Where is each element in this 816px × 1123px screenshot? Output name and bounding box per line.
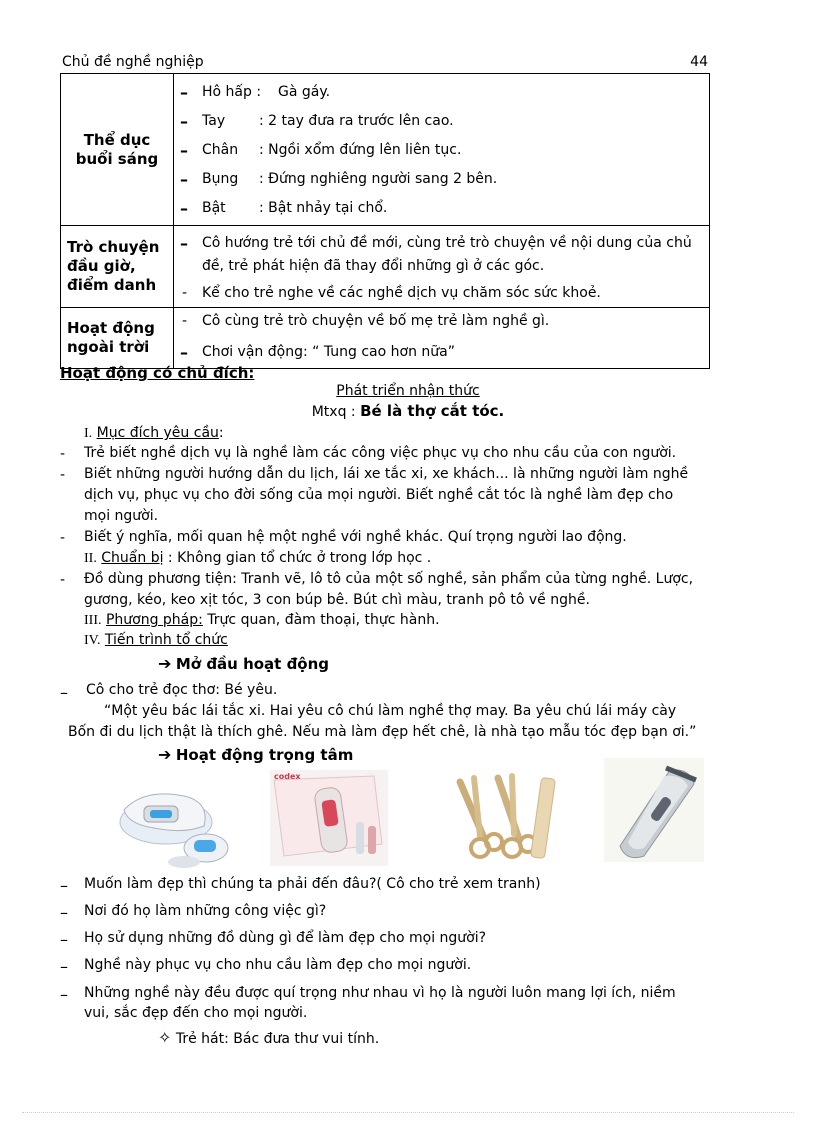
label-outdoor: Hoạt động ngoài trời — [61, 308, 174, 369]
exercise-item: – Bụng : Đứng nghiêng người sang 2 bên. — [180, 170, 498, 189]
arrow-icon: ➔ — [158, 654, 172, 673]
question-line: Họ sử dụng những đồ dùng gì để làm đẹp cho mọi người? — [84, 930, 487, 946]
chat-item: - Kể cho trẻ nghe về các nghề dịch vụ chăm sóc sức khoẻ. — [182, 285, 601, 301]
arrow-icon: ➔ — [158, 745, 172, 764]
goal-line: dịch vụ, phục vụ cho đời sống của mọi người. Biết nghề cắt tóc là nghề làm đẹp cho — [84, 487, 674, 503]
goal-line: Trẻ biết nghề dịch vụ là nghề làm các công việc phục vụ cho nhu cầu của con người. — [84, 445, 677, 461]
outdoor-item: – Chơi vận động: “ Tung cao hơn nữa” — [180, 343, 455, 362]
question-line: Những nghề này đều được quí trọng như nhau vì họ là người luôn mang lợi ích, niềm — [84, 985, 676, 1001]
section-prep-heading: II. Chuẩn bị : Không gian tổ chức ở trong lớp học . — [84, 550, 432, 566]
goal-line: Biết những người hướng dẫn du lịch, lái xe tắc xi, xe khách... là những người làm nghề — [84, 466, 689, 482]
section-process-heading: IV. Tiến trình tổ chức — [84, 632, 228, 648]
chat-item: – Cô hướng trẻ tới chủ đề mới, cùng trẻ trò chuyện về nội dung của chủ đề, trẻ phát hiện đã thay đổi những gì ở các góc. — [180, 234, 692, 274]
star-icon: ✧ — [158, 1028, 172, 1047]
exercise-item: – Hô hấp : Gà gáy. — [180, 83, 331, 102]
label-morning-exercise: Thể dục buổi sáng — [61, 74, 174, 226]
activity-heading: Hoạt động có chủ đích: — [60, 364, 255, 382]
page-header — [62, 54, 712, 74]
scissors-comb-icon — [440, 772, 564, 866]
hair-clipper-box-icon — [270, 770, 388, 866]
exercise-item: – Tay : 2 tay đưa ra trước lên cao. — [180, 112, 454, 131]
opening-item: Cô cho trẻ đọc thơ: Bé yêu. — [86, 682, 278, 698]
question-line: Muốn làm đẹp thì chúng ta phải đến đâu?( Cô cho trẻ xem tranh) — [84, 876, 541, 892]
question-line: vui, sắc đẹp đến cho mọi người. — [84, 1005, 308, 1021]
subject-title: Phát triển nhận thức — [336, 383, 480, 399]
prep-line: Đồ dùng phương tiện: Tranh vẽ, lô tô của một số nghề, sản phẩm của từng nghề. Lược, — [84, 571, 694, 587]
row-morning-exercise — [61, 74, 710, 226]
goal-line: Biết ý nghĩa, mối quan hệ một nghề với nghề khác. Quí trọng người lao động. — [84, 529, 627, 545]
section-method: III. Phương pháp: Trực quan, đàm thoại, thực hành. — [84, 612, 440, 628]
row-morning-chat — [61, 226, 710, 308]
box-brand: codex — [274, 772, 301, 781]
poem-line: Bốn đi du lịch thật là thích ghê. Nếu mà làm đẹp hết chê, là nhà tạo mẫu tóc đẹp bạn ơi.” — [68, 724, 697, 740]
cell-outdoor — [174, 308, 710, 369]
song-line: ✧ Trẻ hát: Bác đưa thư vui tính. — [158, 1028, 380, 1047]
cell-morning-chat — [174, 226, 710, 308]
electric-trimmer-icon — [604, 758, 704, 862]
hair-clipper-set-icon — [114, 770, 238, 870]
question-line: Nghề này phục vụ cho nhu cầu làm đẹp cho mọi người. — [84, 957, 472, 973]
opening-heading: ➔ Mở đầu hoạt động — [158, 654, 330, 673]
exercise-item: – Chân : Ngồi xổm đứng lên liên tục. — [180, 141, 462, 160]
label-morning-chat: Trò chuyện đầu giờ, điểm danh — [61, 226, 174, 308]
exercise-item: – Bật : Bật nhảy tại chổ. — [180, 199, 388, 218]
main-activity-heading: ➔ Hoạt động trọng tâm — [158, 745, 354, 764]
prep-line: gương, kéo, keo xịt tóc, 3 con búp bê. Bút chì màu, tranh pô tô về nghề. — [84, 592, 590, 608]
page-bottom-divider — [22, 1112, 794, 1114]
cell-morning-exercise — [174, 74, 710, 226]
goal-line: mọi người. — [84, 508, 159, 524]
row-outdoor — [61, 308, 710, 369]
page-number: 44 — [690, 54, 708, 70]
topic-title: Chủ đề nghề nghiệp — [62, 54, 204, 70]
outdoor-item: - Cô cùng trẻ trò chuyện về bố mẹ trẻ làm nghề gì. — [182, 313, 550, 329]
section-goals-heading: I. Mục đích yêu cầu: — [84, 425, 224, 441]
poem-line: “Một yêu bác lái tắc xi. Hai yêu cô chú làm nghề thợ may. Ba yêu chú lái máy cày — [104, 703, 677, 719]
topic-line: Mtxq : Bé là thợ cắt tóc. — [311, 402, 505, 420]
schedule-table — [60, 73, 710, 369]
question-line: Nơi đó họ làm những công việc gì? — [84, 903, 327, 919]
